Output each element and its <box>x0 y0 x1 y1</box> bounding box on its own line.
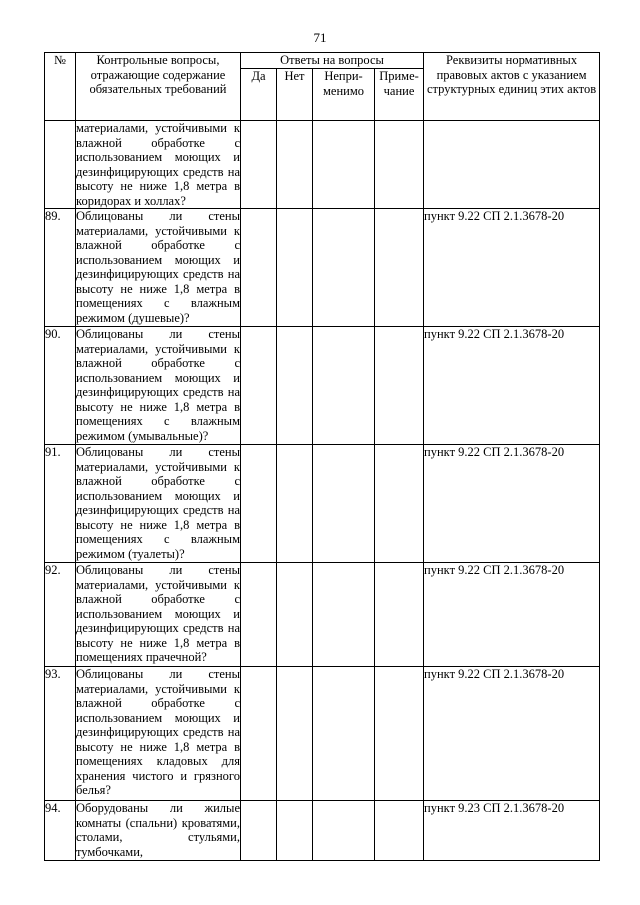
answer-not-applicable-cell[interactable] <box>313 667 375 801</box>
row-reference: пункт 9.22 СП 2.1.3678-20 <box>424 327 600 445</box>
row-question: Облицованы ли стены материалами, устойчивыми к влажной обработке с использованием моющих и дезинфицирующих средств на высоту не ниже 1,8 метра в помещениях с влажным режимом (умывальные)? <box>76 327 240 443</box>
answer-note-cell[interactable] <box>375 327 424 445</box>
row-number: 90. <box>45 327 76 445</box>
answer-yes-cell[interactable] <box>241 327 277 445</box>
row-reference: пункт 9.22 СП 2.1.3678-20 <box>424 563 600 667</box>
header-answers: Ответы на вопросы <box>241 53 424 69</box>
row-question: Оборудованы ли жилые комнаты (спальни) кроватями, столами, стульями, тумбочками, <box>76 801 240 859</box>
row-number: 93. <box>45 667 76 801</box>
answer-note-cell[interactable] <box>375 667 424 801</box>
row-question: Облицованы ли стены материалами, устойчивыми к влажной обработке с использованием моющих и дезинфицирующих средств на высоту не ниже 1,8 метра в помещениях кладовых для хранения чистого и грязного белья? <box>76 667 241 801</box>
table-row <box>45 563 600 667</box>
answer-not-applicable-cell[interactable] <box>313 801 375 861</box>
row-number: 94. <box>45 801 76 861</box>
answer-no-cell[interactable] <box>277 327 313 445</box>
page-number: 71 <box>313 30 327 45</box>
answer-no-cell[interactable] <box>277 667 313 801</box>
answer-no-cell[interactable] <box>277 121 313 209</box>
answer-not-applicable-cell[interactable] <box>313 327 375 445</box>
answer-note-cell[interactable] <box>375 121 424 209</box>
answer-no-cell[interactable] <box>277 801 313 861</box>
table-row <box>45 667 600 801</box>
row-reference: пункт 9.22 СП 2.1.3678-20 <box>424 209 600 327</box>
answer-yes-cell[interactable] <box>241 801 277 861</box>
answer-no-cell[interactable] <box>277 445 313 563</box>
row-question: Облицованы ли стены материалами, устойчивыми к влажной обработке с использованием моющих и дезинфицирующих средств на высоту не ниже 1,8 метра в помещениях с влажным режимом (туалеты)? <box>76 445 240 561</box>
answer-yes-cell[interactable] <box>241 563 277 667</box>
header-no: Нет <box>277 69 313 121</box>
row-number <box>45 121 76 209</box>
row-reference: пункт 9.22 СП 2.1.3678-20 <box>424 445 600 563</box>
row-reference: пункт 9.23 СП 2.1.3678-20 <box>424 801 600 861</box>
answer-note-cell[interactable] <box>375 209 424 327</box>
table-row <box>45 121 600 209</box>
answer-not-applicable-cell[interactable] <box>313 563 375 667</box>
table-row <box>45 801 600 861</box>
row-number: 91. <box>45 445 76 563</box>
answer-note-cell[interactable] <box>375 801 424 861</box>
answer-not-applicable-cell[interactable] <box>313 445 375 563</box>
row-question: материалами, устойчивыми к влажной обработке с использованием моющих и дезинфицирующих средств на высоту не ниже 1,8 метра в коридорах и холлах? <box>76 121 240 208</box>
table-row <box>45 445 600 563</box>
row-question: Облицованы ли стены материалами, устойчивыми к влажной обработке с использованием моющих и дезинфицирующих средств на высоту не ниже 1,8 метра в помещениях прачечной? <box>76 563 241 667</box>
row-question: Облицованы ли стены материалами, устойчивыми к влажной обработке с использованием моющих и дезинфицирующих средств на высоту не ниже 1,8 метра в помещениях с влажным режимом (душевые)? <box>76 209 240 325</box>
header-not-applicable: Непри- менимо <box>313 69 375 121</box>
answer-yes-cell[interactable] <box>241 209 277 327</box>
answer-not-applicable-cell[interactable] <box>313 209 375 327</box>
table-row <box>45 327 600 445</box>
row-number: 92. <box>45 563 76 667</box>
answer-not-applicable-cell[interactable] <box>313 121 375 209</box>
header-references: Реквизиты нормативных правовых актов с указанием структурных единиц этих актов <box>424 53 600 121</box>
header-question: Контрольные вопросы, отражающие содержание обязательных требований <box>76 53 241 121</box>
header-number: № <box>45 53 76 121</box>
header-note: Приме- чание <box>375 69 424 121</box>
answer-no-cell[interactable] <box>277 209 313 327</box>
answer-note-cell[interactable] <box>375 563 424 667</box>
row-number: 89. <box>45 209 76 327</box>
header-yes: Да <box>241 69 277 121</box>
checklist-table <box>44 52 600 861</box>
row-reference <box>424 121 600 209</box>
answer-no-cell[interactable] <box>277 563 313 667</box>
answer-note-cell[interactable] <box>375 445 424 563</box>
answer-yes-cell[interactable] <box>241 121 277 209</box>
table-row <box>45 209 600 327</box>
answer-yes-cell[interactable] <box>241 445 277 563</box>
answer-yes-cell[interactable] <box>241 667 277 801</box>
row-reference: пункт 9.22 СП 2.1.3678-20 <box>424 667 600 801</box>
